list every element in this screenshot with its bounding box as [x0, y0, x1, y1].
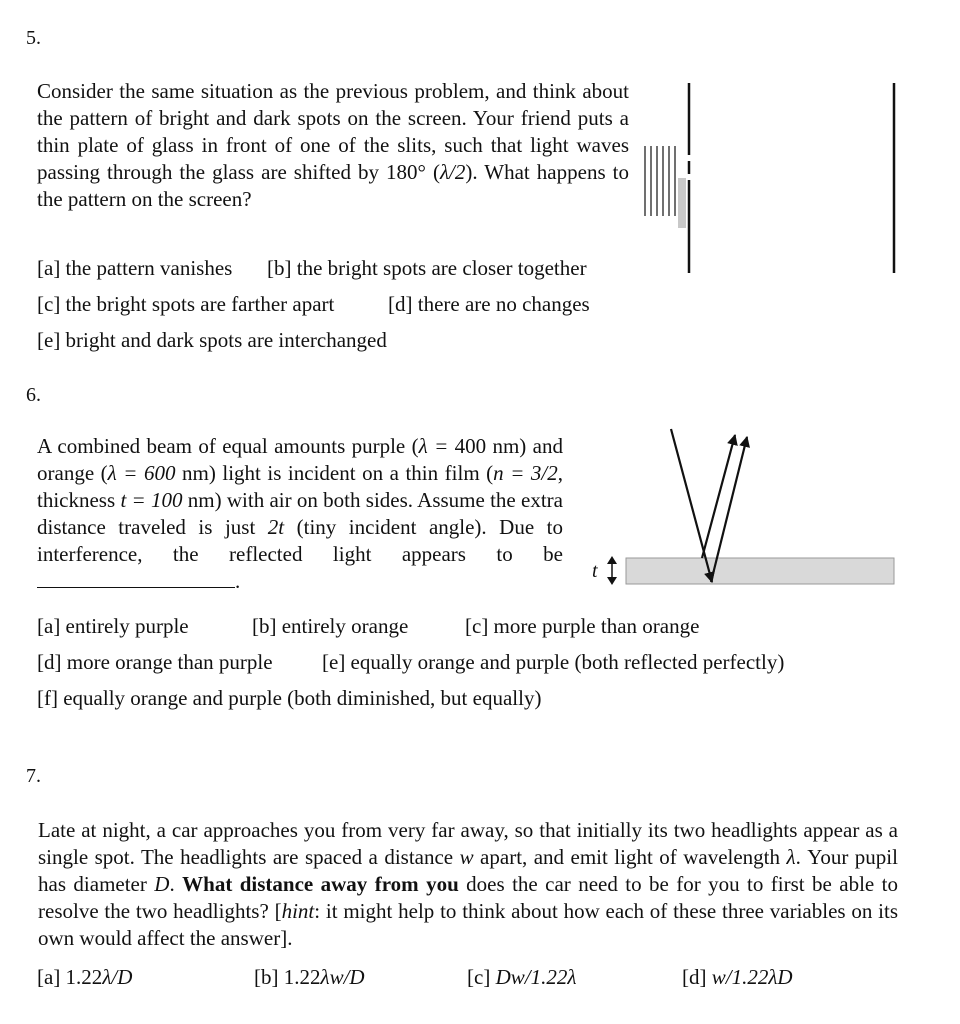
q6-text-part: , thickness	[37, 461, 563, 512]
q6-text-part: 400 nm) and orange (	[37, 434, 563, 485]
q7-hint: hint	[281, 899, 315, 923]
q7-option-c-label: [c]	[467, 965, 496, 989]
answer-blank	[37, 569, 235, 588]
question-5-number: 5.	[26, 27, 41, 49]
q6-math: 2t	[267, 515, 285, 539]
q5-option-c: [c] the bright spots are farther apart	[37, 292, 335, 316]
q5-option-e: [e] bright and dark spots are interchanged	[37, 328, 387, 352]
q7-text-part: apart, and emit light of wavelength	[473, 845, 787, 869]
thickness-label: t	[592, 560, 598, 582]
q7-option-c	[467, 965, 576, 990]
q5-text-part: Consider the same situation as the previous problem, and think about the pattern of bright and dark spots on the screen. Your friend puts a thin plate of glass in front of one of the slits, such that light waves passing through the glass are shifted by 180° (	[37, 79, 629, 184]
q7-option-a-math: λ/D	[102, 965, 133, 989]
q7-option-a-label: [a] 1.22	[37, 965, 103, 989]
q7-math: D	[154, 872, 170, 896]
q7-option-d-label: [d]	[682, 965, 712, 989]
q5-option-a: [a] the pattern vanishes	[37, 256, 233, 280]
q6-option-c: [c] more purple than orange	[465, 614, 700, 638]
q6-option-e: [e] equally orange and purple (both reflected perfectly)	[322, 650, 785, 674]
q6-option-f: [f] equally orange and purple (both diminished, but equally)	[37, 686, 542, 710]
question-7-text	[38, 817, 898, 952]
question-5-text	[37, 78, 629, 213]
q7-option-d-math: w/1.22λD	[711, 965, 793, 989]
q7-option-c-math: Dw/1.22λ	[495, 965, 577, 989]
q6-text-part: .	[235, 569, 241, 593]
q6-math: n = 3/2	[493, 461, 558, 485]
q6-option-b: [b] entirely orange	[252, 614, 409, 638]
q6-text-part: (tiny incident angle). Due to interference, the reflected light appears to be	[37, 515, 563, 566]
q7-text-part: does the car need to be for you to first be able to resolve the two headlights? [	[38, 872, 899, 923]
q7-text-part: : it might help to think about how each of these three variables on its own would affect the answer].	[38, 899, 898, 950]
wavefronts	[645, 146, 675, 216]
q6-math: λ =	[418, 434, 449, 458]
q6-text-part: nm) with air on both sides. Assume the extra distance traveled is just	[37, 488, 563, 539]
question-7-number: 7.	[26, 765, 41, 787]
q5-text-part: ). What happens to the pattern on the screen?	[37, 160, 629, 211]
question-6-number: 6.	[26, 384, 41, 406]
double-slit-diagram	[640, 78, 900, 278]
question-6-text	[37, 433, 563, 595]
q6-math: λ = 600	[107, 461, 176, 485]
q7-option-b	[254, 965, 365, 990]
q7-text-part: Late at night, a car approaches you from very far away, so that initially its two headlights appear as a single spot. The headlights are spaced a distance	[38, 818, 898, 869]
q7-option-b-label: [b] 1.22	[254, 965, 321, 989]
q7-option-d	[682, 965, 793, 990]
glass-plate	[678, 178, 686, 228]
q7-option-a	[37, 965, 132, 990]
q6-option-d: [d] more orange than purple	[37, 650, 273, 674]
arrow-down	[607, 577, 617, 585]
q5-option-b: [b] the bright spots are closer together	[267, 256, 587, 280]
q6-text-part: nm) light is incident on a thin film (	[175, 461, 494, 485]
q7-math: λ	[786, 845, 796, 869]
q6-text-part: A combined beam of equal amounts purple (	[37, 434, 419, 458]
q7-bold: What distance away from you	[182, 872, 459, 896]
q6-option-a: [a] entirely purple	[37, 614, 189, 638]
q7-math: w	[459, 845, 474, 869]
q5-lambda-half: λ/2	[439, 160, 466, 184]
thin-film-diagram	[585, 425, 905, 595]
q7-option-b-math: λw/D	[320, 965, 365, 989]
q6-math: t = 100	[120, 488, 183, 512]
q5-option-d: [d] there are no changes	[388, 292, 590, 316]
q7-text-part: .	[169, 872, 183, 896]
thin-film	[626, 558, 894, 584]
q7-text-part: . Your pupil has diameter	[38, 845, 898, 896]
arrow-up	[607, 556, 617, 564]
